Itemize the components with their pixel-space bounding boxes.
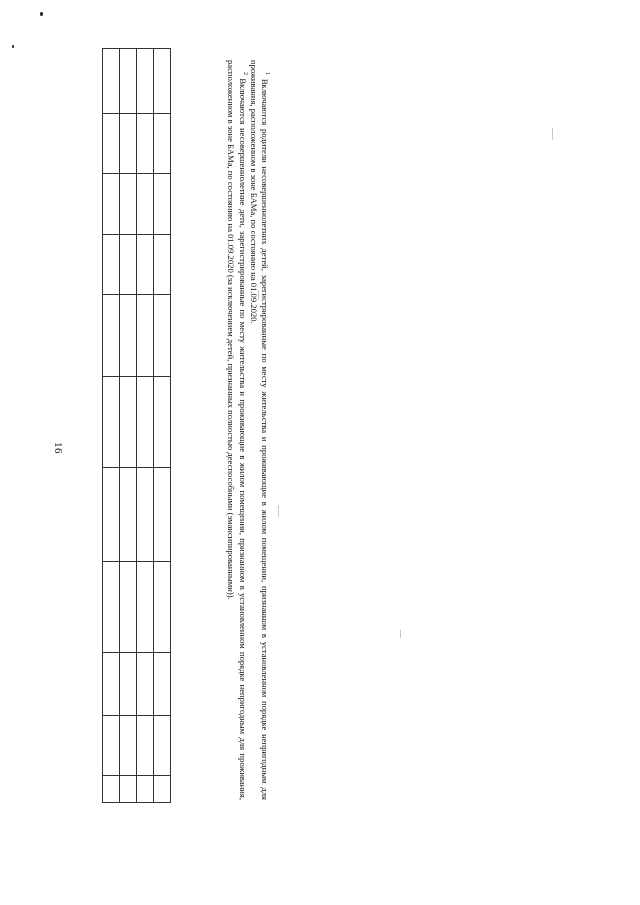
table-cell bbox=[103, 49, 120, 114]
page-number: 16 bbox=[52, 442, 64, 454]
footnote-2-marker: 2 bbox=[241, 72, 248, 75]
table-cell bbox=[154, 561, 171, 652]
footnote-1-marker: 1 bbox=[263, 72, 270, 75]
footnote-2 bbox=[225, 60, 247, 800]
table-cell bbox=[154, 468, 171, 561]
table-cell bbox=[103, 776, 120, 803]
scan-artifact bbox=[400, 630, 401, 638]
table-cell bbox=[103, 234, 120, 295]
table-cell bbox=[103, 715, 120, 776]
table-row bbox=[137, 49, 154, 803]
table-cell bbox=[120, 468, 137, 561]
table-cell bbox=[120, 234, 137, 295]
table-cell bbox=[120, 561, 137, 652]
table-cell bbox=[137, 234, 154, 295]
table-cell bbox=[120, 652, 137, 715]
table-cell bbox=[154, 376, 171, 467]
scan-speck bbox=[40, 12, 43, 16]
table-cell bbox=[154, 652, 171, 715]
table-cell bbox=[154, 49, 171, 114]
table-row bbox=[120, 49, 137, 803]
empty-data-table bbox=[102, 48, 171, 803]
table-cell bbox=[154, 776, 171, 803]
table-cell bbox=[137, 652, 154, 715]
scan-speck bbox=[12, 45, 14, 48]
rotated-table-area bbox=[103, 48, 171, 803]
table-cell bbox=[154, 234, 171, 295]
scan-artifact bbox=[278, 505, 279, 517]
table-row bbox=[103, 49, 120, 803]
table-cell bbox=[103, 468, 120, 561]
table-cell bbox=[120, 776, 137, 803]
table-cell bbox=[120, 376, 137, 467]
table-cell bbox=[154, 715, 171, 776]
table-cell bbox=[137, 295, 154, 376]
table-cell bbox=[137, 376, 154, 467]
table-cell bbox=[154, 295, 171, 376]
footnotes bbox=[180, 60, 270, 800]
table-cell bbox=[120, 174, 137, 235]
table-cell bbox=[137, 49, 154, 114]
footnote-2-text: Включаются несовершеннолетние дети, зарегистрированные по месту жительства и проживающие в жилом помещении, признанном в установленном порядке непригодным для проживания, расположенном в зоне БАМа, по состоянию на 01.09.2020 (за исключением детей, признанных полностью дееспособными (эмансипированными)). bbox=[226, 60, 248, 800]
rotated-footnotes-area bbox=[180, 60, 270, 800]
table-cell bbox=[154, 174, 171, 235]
table-cell bbox=[120, 715, 137, 776]
table-cell bbox=[103, 652, 120, 715]
table-cell bbox=[137, 113, 154, 174]
table-cell bbox=[103, 295, 120, 376]
table-cell bbox=[103, 174, 120, 235]
table-cell bbox=[137, 174, 154, 235]
footnote-1-text: Включаются родители несовершеннолетних детей, зарегистрированные по месту жительства и проживающие в жилом помещении, признанном в установленном порядке непригодным для проживания, расположенном в зоне БАМа, по состоянию на 01.09.2020. bbox=[248, 60, 270, 800]
table-cell bbox=[120, 295, 137, 376]
table-cell bbox=[120, 49, 137, 114]
table-cell bbox=[137, 715, 154, 776]
table-cell bbox=[154, 113, 171, 174]
table-cell bbox=[137, 561, 154, 652]
table-cell bbox=[137, 468, 154, 561]
table-row bbox=[154, 49, 171, 803]
scan-artifact bbox=[552, 128, 553, 140]
table-cell bbox=[120, 113, 137, 174]
table-cell bbox=[103, 561, 120, 652]
footnote-1 bbox=[248, 60, 270, 800]
table-cell bbox=[103, 376, 120, 467]
table-cell bbox=[103, 113, 120, 174]
table-cell bbox=[137, 776, 154, 803]
